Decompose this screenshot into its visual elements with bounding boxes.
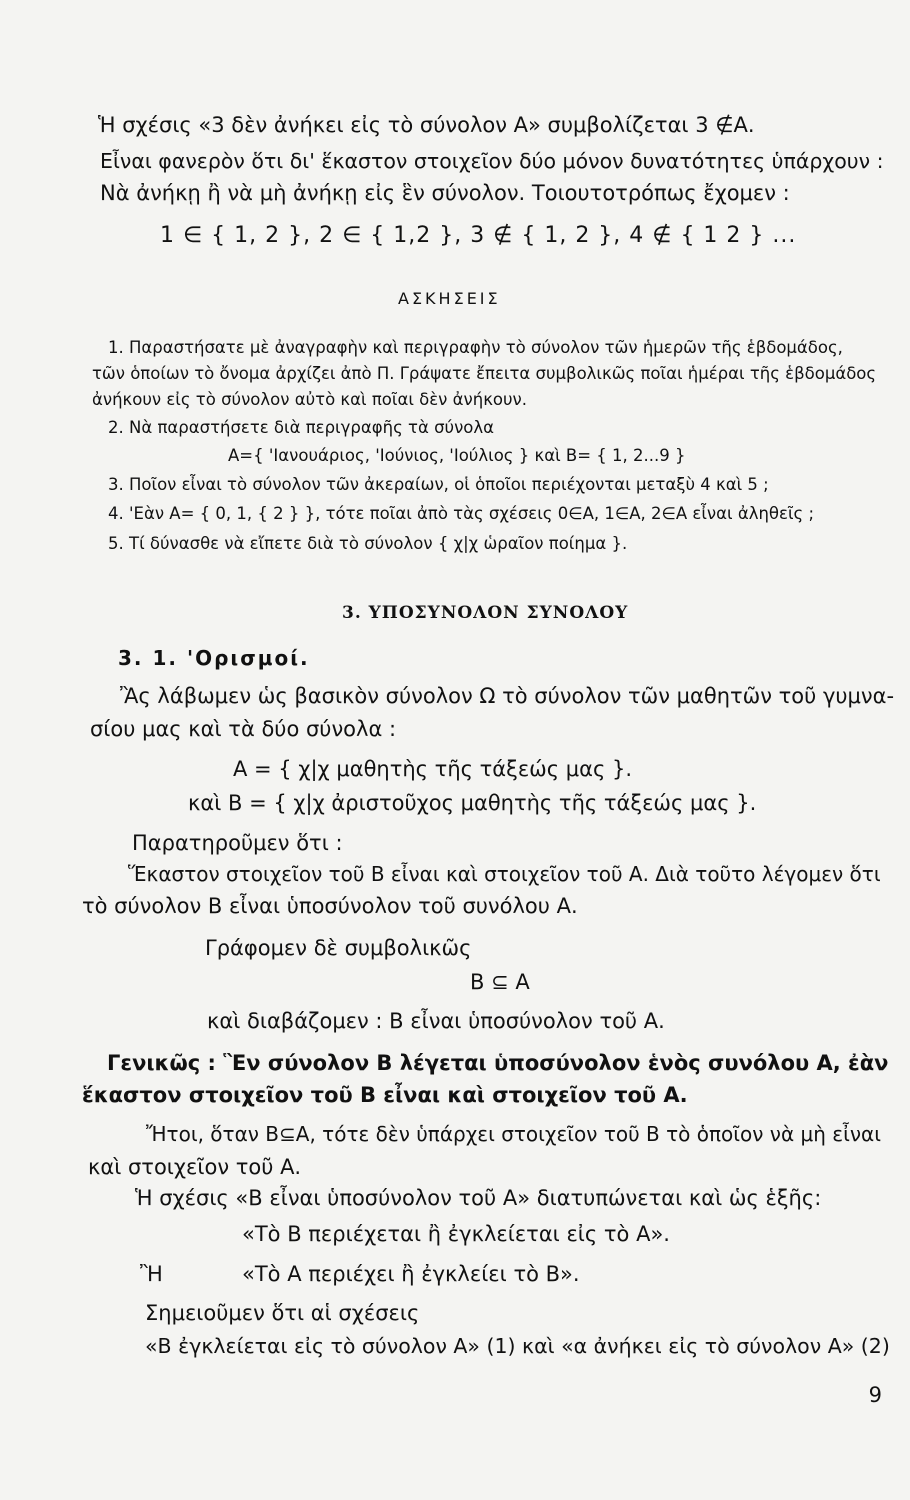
- exercise-text: 3. Ποῖον εἶναι τὸ σύνολον τῶν ἀκεραίων, οἱ ὁποῖοι περιέχονται μεταξὺ 4 καὶ 5 ;: [108, 475, 769, 494]
- math-expression: 1 ∈ { 1, 2 }, 2 ∈ { 1,2 }, 3 ∉ { 1, 2 }, 4 ∉ { 1 2 } ...: [160, 223, 797, 248]
- exercise-text: 1. Παραστήσατε μὲ ἀναγραφὴν καὶ περιγραφὴν τὸ σύνολον τῶν ἡμερῶν τῆς ἑβδομάδος,: [108, 338, 843, 357]
- set-definition: καὶ Β = { χ|χ ἀριστοῦχος μαθητὴς τῆς τάξεώς μας }.: [188, 791, 757, 815]
- math-expression: Β ⊆ Α: [470, 970, 530, 994]
- text-line: καὶ στοιχεῖον τοῦ Α.: [88, 1155, 302, 1179]
- text-line: σίου μας καὶ τὰ δύο σύνολα :: [90, 717, 397, 741]
- text-line: Ἢ: [140, 1262, 163, 1286]
- text-line: Σημειοῦμεν ὅτι αἱ σχέσεις: [145, 1301, 420, 1325]
- exercise-text: 2. Νὰ παραστήσετε διὰ περιγραφῆς τὰ σύνολα: [108, 418, 495, 437]
- exercise-text: ἀνήκουν εἰς τὸ σύνολον αὐτὸ καὶ ποῖαι δὲν ἀνήκουν.: [92, 390, 528, 409]
- text-line: Παρατηροῦμεν ὅτι :: [132, 831, 343, 855]
- text-line: Ἤτοι, ὅταν Β⊆Α, τότε δὲν ὑπάρχει στοιχεῖον τοῦ Β τὸ ὁποῖον νὰ μὴ εἶναι: [146, 1122, 881, 1146]
- text-line: «Β ἐγκλείεται εἰς τὸ σύνολον Α» (1) καὶ «α ἀνήκει εἰς τὸ σύνολον Α» (2): [145, 1334, 890, 1358]
- exercise-text: Α={ 'Ιανουάριος, 'Ιούνιος, 'Ιούλιος } καὶ Β= { 1, 2...9 }: [228, 446, 686, 465]
- text-line: Ἂς λάβωμεν ὡς βασικὸν σύνολον Ω τὸ σύνολον τῶν μαθητῶν τοῦ γυμνα-: [120, 684, 895, 708]
- exercise-text: 5. Τί δύνασθε νὰ εἴπετε διὰ τὸ σύνολον { χ|χ ὡραῖον ποίημα }.: [108, 534, 628, 553]
- chapter-heading: 3. ΥΠΟΣΥΝΟΛΟΝ ΣΥΝΟΛΟΥ: [342, 603, 629, 623]
- text-line: Ἡ σχέσις «3 δὲν ἀνήκει εἰς τὸ σύνολον Α» συμβολίζεται 3 ∉Α.: [98, 113, 755, 137]
- exercise-text: τῶν ὁποίων τὸ ὄνομα ἀρχίζει ἀπὸ Π. Γράψατε ἔπειτα συμβολικῶς ποῖαι ἡμέραι τῆς ἑβδομάδος: [92, 364, 877, 383]
- text-line: Ἕκαστον στοιχεῖον τοῦ Β εἶναι καὶ στοιχεῖον τοῦ Α. Διὰ τοῦτο λέγομεν ὅτι: [128, 862, 881, 886]
- text-line: τὸ σύνολον Β εἶναι ὑποσύνολον τοῦ συνόλου Α.: [82, 894, 578, 918]
- text-line: Νὰ ἀνήκῃ ἢ νὰ μὴ ἀνήκῃ εἰς ἓν σύνολον. Τοιουτοτρόπως ἔχομεν :: [100, 181, 790, 205]
- text-line: Εἶναι φανερὸν ὅτι δι' ἕκαστον στοιχεῖον δύο μόνον δυνατότητες ὑπάρχουν :: [100, 149, 884, 173]
- definition-text: ἕκαστον στοιχεῖον τοῦ Β εἶναι καὶ στοιχεῖον τοῦ Α.: [82, 1083, 688, 1107]
- text-line: καὶ διαβάζομεν : Β εἶναι ὑποσύνολον τοῦ Α.: [207, 1009, 665, 1033]
- quoted-text: «Τὸ Β περιέχεται ἢ ἐγκλείεται εἰς τὸ Α».: [242, 1222, 670, 1246]
- section-heading: 3. 1. 'Ορισμοί.: [118, 646, 310, 670]
- quoted-text: «Τὸ Α περιέχει ἢ ἐγκλείει τὸ Β».: [242, 1262, 580, 1286]
- text-line: Ἡ σχέσις «Β εἶναι ὑποσύνολον τοῦ Α» διατυπώνεται καὶ ὡς ἑξῆς:: [135, 1186, 822, 1210]
- exercise-text: 4. 'Εὰν Α= { 0, 1, { 2 } }, τότε ποῖαι ἀπὸ τὰς σχέσεις 0∈Α, 1∈Α, 2∈Α εἶναι ἀληθεῖς ;: [108, 504, 815, 523]
- set-definition: Α = { χ|χ μαθητὴς τῆς τάξεώς μας }.: [233, 757, 632, 781]
- page-number: 9: [868, 1383, 882, 1407]
- definition-text: Γενικῶς : Ἓν σύνολον Β λέγεται ὑποσύνολον ἑνὸς συνόλου Α, ἐὰν: [107, 1051, 889, 1075]
- text-line: Γράφομεν δὲ συμβολικῶς: [205, 936, 472, 960]
- section-heading-exercises: ΑΣΚΗΣΕΙΣ: [398, 289, 501, 308]
